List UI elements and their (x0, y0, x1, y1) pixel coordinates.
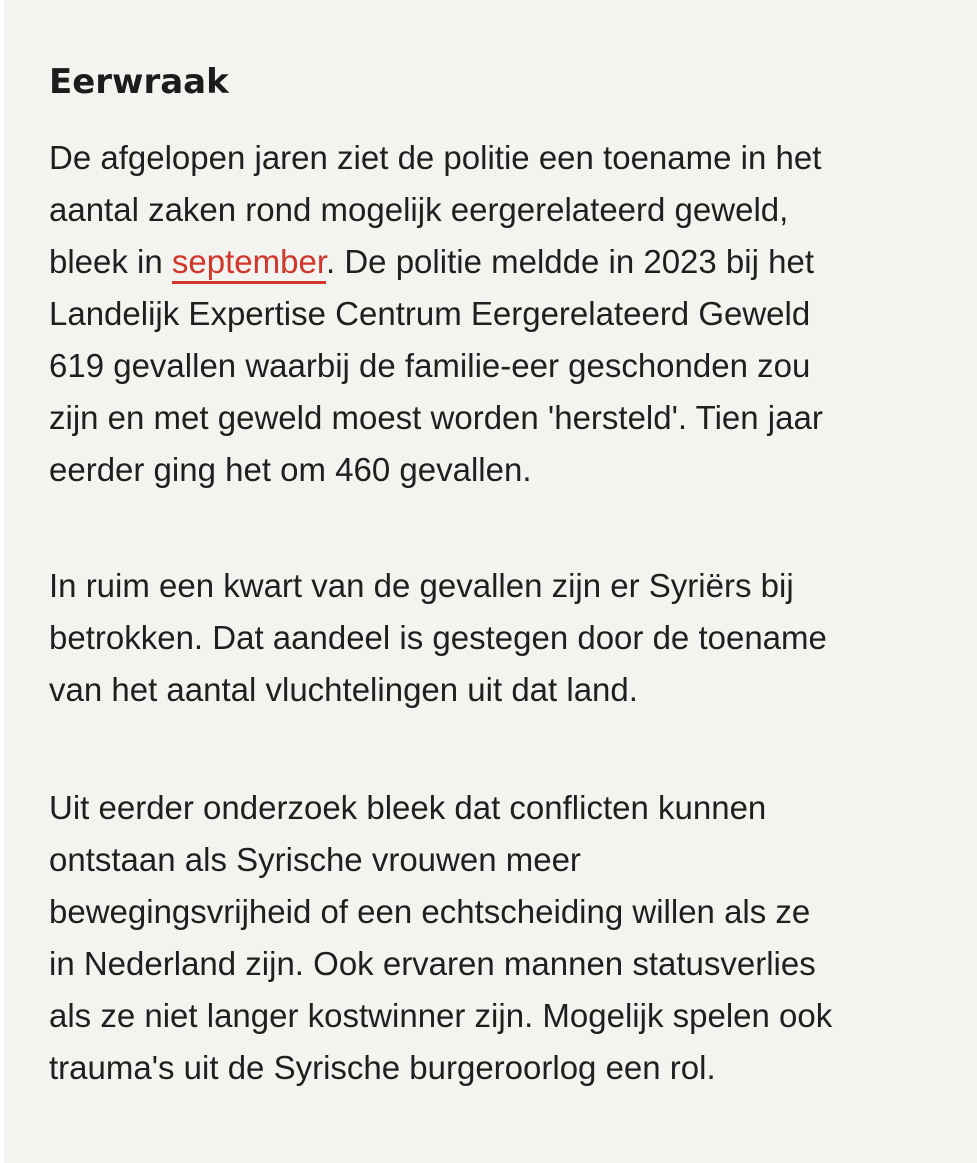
paragraph-line: 619 gevallen waarbij de familie-eer geschonden zou (49, 347, 811, 384)
paragraph-line: bewegingsvrijheid of een echtscheiding willen als ze (49, 893, 811, 930)
paragraph-line: In ruim een kwart van de gevallen zijn er Syriërs bij (49, 567, 794, 604)
paragraph-line: Uit eerder onderzoek bleek dat conflicten kunnen (49, 789, 767, 826)
paragraph-line: trauma's uit de Syrische burgeroorlog een rol. (49, 1049, 716, 1086)
paragraph-line: in Nederland zijn. Ook ervaren mannen statusverlies (49, 945, 816, 982)
article-section (4, 0, 977, 1163)
paragraph-line: als ze niet langer kostwinner zijn. Mogelijk spelen ook (49, 997, 833, 1034)
section-heading: Eerwraak (49, 62, 229, 102)
paragraph-line: ontstaan als Syrische vrouwen meer (49, 841, 581, 878)
paragraph-onderzoek (49, 782, 964, 1094)
paragraph-line: De afgelopen jaren ziet de politie een toename in het (49, 139, 822, 176)
paragraph-line: van het aantal vluchtelingen uit dat land. (49, 671, 638, 708)
text-fragment: . De politie meldde in 2023 bij het (326, 243, 814, 280)
paragraph-line: zijn en met geweld moest worden 'hersteld'. Tien jaar (49, 399, 823, 436)
paragraph-syriers (49, 560, 964, 716)
text-fragment: bleek in (49, 243, 172, 280)
paragraph-line: betrokken. Dat aandeel is gestegen door de toename (49, 619, 827, 656)
paragraph-line: aantal zaken rond mogelijk eergerelateerd geweld, (49, 191, 789, 228)
paragraph-eerwraak-intro (49, 132, 964, 496)
september-link[interactable]: september (172, 243, 326, 284)
paragraph-line: eerder ging het om 460 gevallen. (49, 451, 532, 488)
paragraph-line: Landelijk Expertise Centrum Eergerelateerd Geweld (49, 295, 811, 332)
paragraph-line (49, 236, 964, 288)
